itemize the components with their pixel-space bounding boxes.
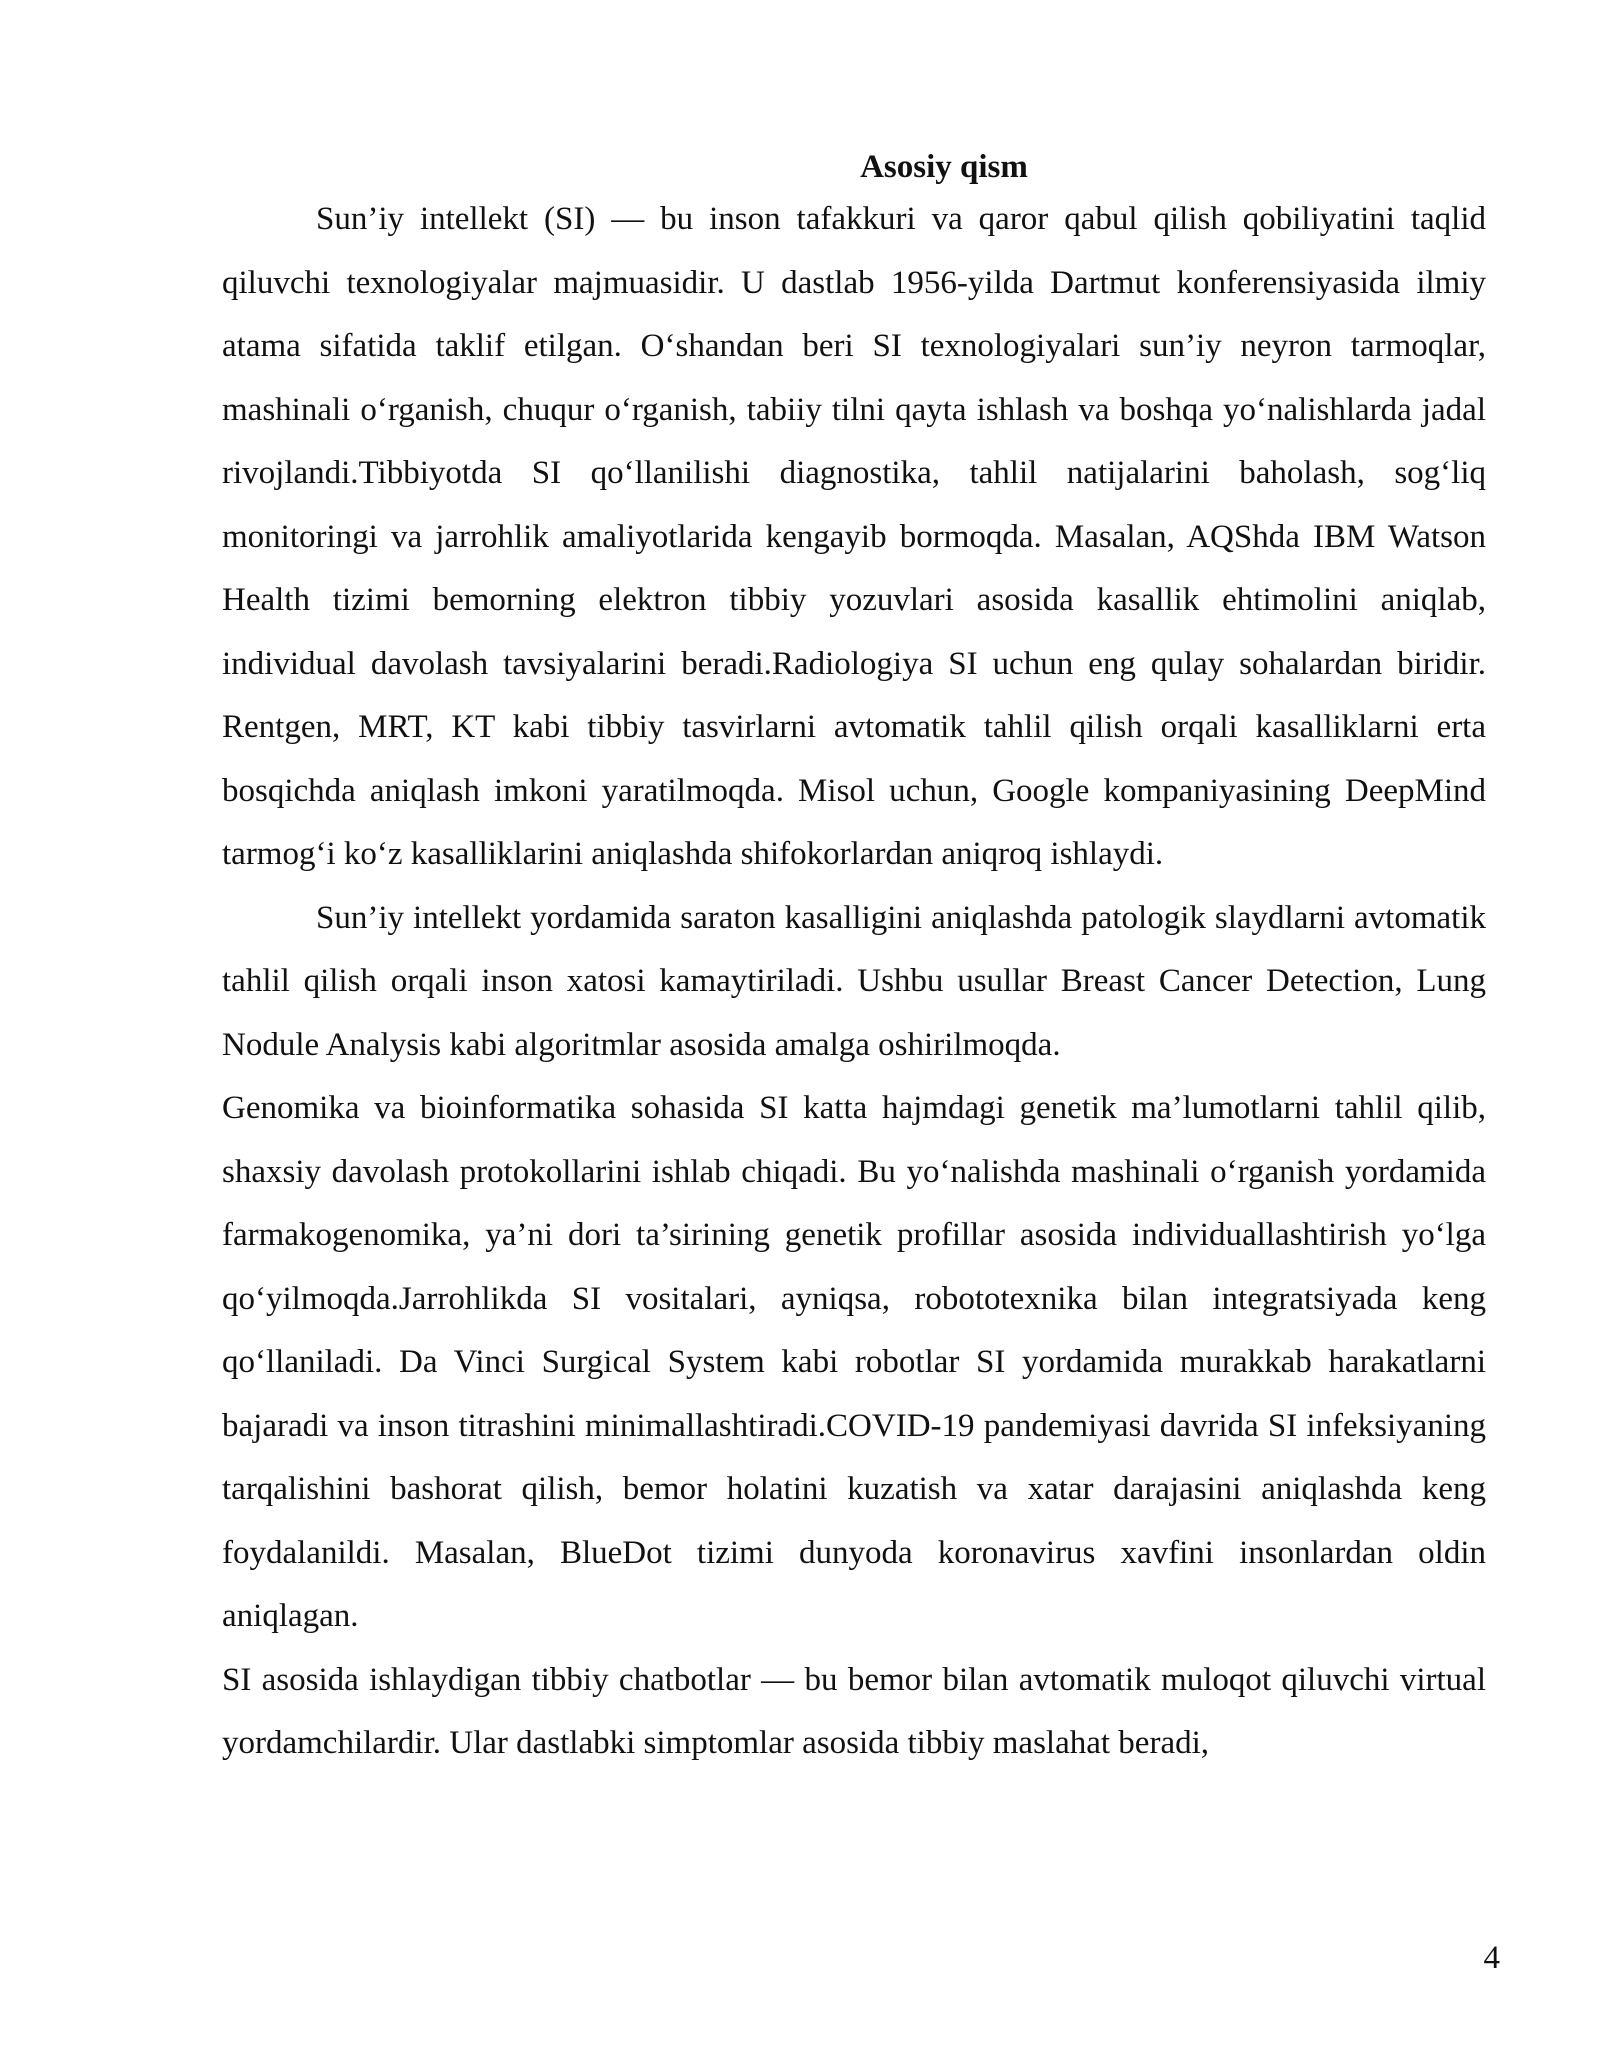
paragraph-1: Sun’iy intellekt (SI) — bu inson tafakkuri va qaror qabul qilish qobiliyatini taqlid qiluvchi texnologiyalar majmuasidir. U dastlab 1956-yilda Dartmut konferensiyasida ilmiy atama sifatida taklif etilgan. O‘shandan beri SI texnologiyalari sun’iy neyron tarmoqlar, mashinali o‘rganish, chuqur o‘rganish, tabiiy tilni qayta ishlash va boshqa yo‘nalishlarda jadal rivojlandi.Tibbiyotda SI qo‘llanilishi diagnostika, tahlil natijalarini baholash, sog‘liq monitoringi va jarrohlik amaliyotlarida kengayib bormoqda. Masalan, AQShda IBM Watson Health tizimi bemorning elektron tibbiy yozuvlari asosida kasallik ehtimolini aniqlab, individual davolash tavsiyalarini beradi.Radiologiya SI uchun eng qulay sohalardan biridir. Rentgen, MRT, KT kabi tibbiy tasvirlarni avtomatik tahlil qilish orqali kasalliklarni erta bosqichda aniqlash imkoni yaratilmoqda. Misol uchun, Google kompaniyasining DeepMind tarmog‘i ko‘z kasalliklarini aniqlashda shifokorlardan aniqroq ishlaydi.	[222, 201, 1486, 872]
paragraph-2: Sun’iy intellekt yordamida saraton kasalligini aniqlashda patologik slaydlarni avtomatik tahlil qilish orqali inson xatosi kamaytiriladi. Ushbu usullar Breast Cancer Detection, Lung Nodule Analysis kabi algoritmlar asosida amalga oshirilmoqda.	[222, 899, 1486, 1063]
page-number: 4	[1483, 1940, 1500, 1976]
paragraph-3: Genomika va bioinformatika sohasida SI katta hajmdagi genetik ma’lumotlarni tahlil qilib, shaxsiy davolash protokollarini ishlab chiqadi. Bu yo‘nalishda mashinali o‘rganish yordamida farmakogenomika, ya’ni dori ta’sirining genetik profillar asosida individuallashtirish yo‘lga qo‘yilmoqda.Jarrohlikda SI vositalari, ayniqsa, robototexnika bilan integratsiyada keng qo‘llaniladi. Da Vinci Surgical System kabi robotlar SI yordamida murakkab harakatlarni bajaradi va inson titrashini minimallashtiradi.COVID-19 pandemiyasi davrida SI infeksiyaning tarqalishini bashorat qilish, bemor holatini kuzatish va xatar darajasini aniqlashda keng foydalanildi. Masalan, BlueDot tizimi dunyoda koronavirus xavfini insonlardan oldin aniqlagan.	[222, 1090, 1486, 1634]
section-heading: Asosiy qism	[860, 149, 1028, 185]
paragraph-4: SI asosida ishlaydigan tibbiy chatbotlar — bu bemor bilan avtomatik muloqot qiluvchi virtual yordamchilardir. Ular dastlabki simptomlar asosida tibbiy maslahat beradi,	[222, 1661, 1486, 1761]
page-content	[222, 146, 1486, 1776]
